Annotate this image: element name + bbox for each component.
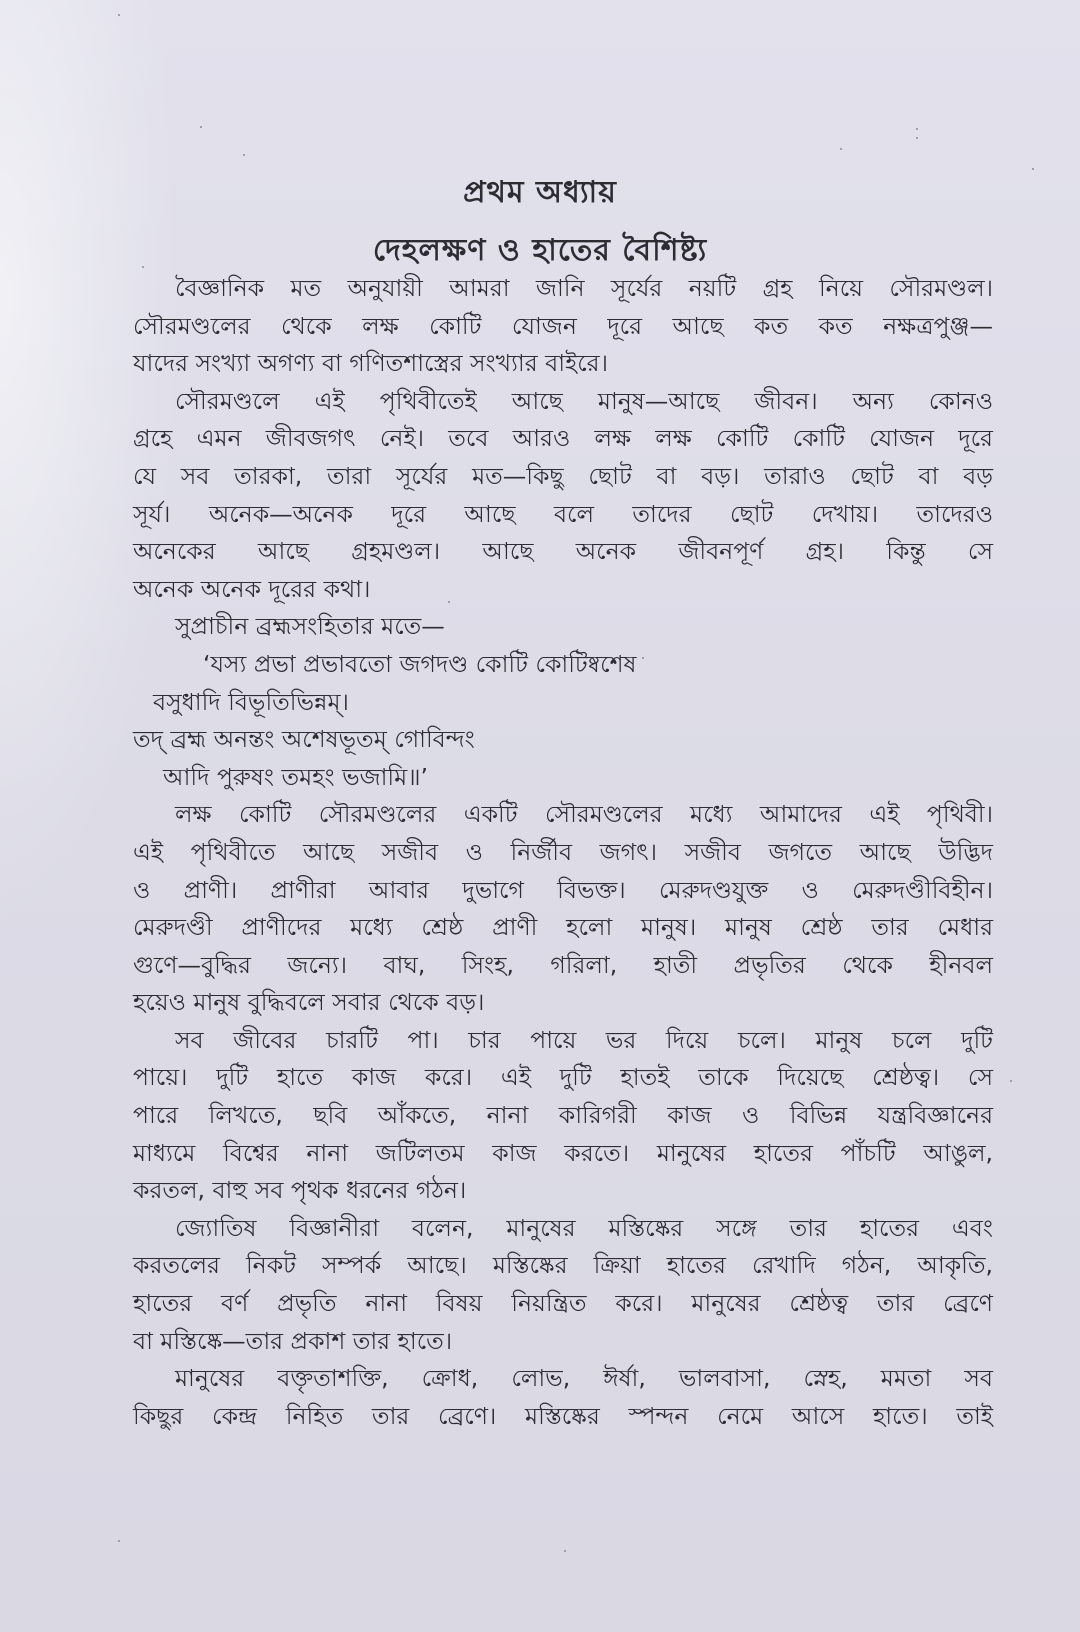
- paper-speck: [916, 137, 918, 139]
- text-line: সৌরমণ্ডলের থেকে লক্ষ কোটি যোজন দূরে আছে কত কত নক্ষত্রপুঞ্জ—: [133, 311, 993, 340]
- chapter-subtitle: দেহলক্ষণ ও হাতের বৈশিষ্ট্য: [372, 233, 708, 268]
- text-line: মানুষের বক্তৃতাশক্তি, ক্রোধ, লোভ, ঈর্ষা, ভালবাসা, স্নেহ, মমতা সব: [175, 1364, 993, 1393]
- paper-speck: [916, 128, 918, 130]
- paragraph: [133, 608, 993, 646]
- text-line: হয়েও মানুষ বুদ্ধিবলে সবার থেকে বড়।: [133, 988, 485, 1017]
- text-line: করতলের নিকট সম্পর্ক আছে। মস্তিষ্কের ক্রিয়া হাতের রেখাদি গঠন, আকৃতি,: [133, 1251, 993, 1280]
- paper-speck: [564, 1550, 566, 1552]
- paragraph: [133, 383, 993, 609]
- verse-line: বসুধাদি বিভূতিভিন্নম্।: [153, 687, 349, 716]
- text-line: জ্যোতিষ বিজ্ঞানীরা বলেন, মানুষের মস্তিষ্কের সঙ্গে তার হাতের এবং: [175, 1213, 993, 1242]
- verse-line: তদ্ ব্রহ্ম অনন্তং অশেষভূতম্ গোবিন্দং: [133, 725, 475, 754]
- text-line: যে সব তারকা, তারা সূর্যের মত—কিছু ছোট বা বড়। তারাও ছোট বা বড়: [133, 461, 993, 490]
- paper-speck: [1010, 1080, 1012, 1082]
- paragraph: [133, 1360, 993, 1435]
- text-line: পায়ে। দুটি হাতে কাজ করে। এই দুটি হাতই তাকে দিয়েছে শ্রেষ্ঠত্ব। সে: [133, 1063, 993, 1092]
- paper-speck: [243, 154, 245, 156]
- text-line: লক্ষ কোটি সৌরমণ্ডলের একটি সৌরমণ্ডলের মধ্যে আমাদের এই পৃথিবী।: [175, 800, 993, 829]
- text-line: অনেক অনেক দূরের কথা।: [133, 574, 371, 603]
- text-line: গুণে—বুদ্ধির জন্যে। বাঘ, সিংহ, গরিলা, হাতী প্রভৃতির থেকে হীনবল: [133, 950, 993, 979]
- paper-speck: [118, 1540, 120, 1542]
- text-line: পারে লিখতে, ছবি আঁকতে, নানা কারিগরী কাজ ও বিভিন্ন যন্ত্রবিজ্ঞানের: [133, 1101, 993, 1130]
- text-line: করতল, বাহু সব পৃথক ধরনের গঠন।: [133, 1176, 467, 1205]
- paper-speck: [118, 14, 120, 16]
- text-line: বা মস্তিষ্কে—তার প্রকাশ তার হাতে।: [133, 1326, 453, 1355]
- paragraph: [133, 796, 993, 1022]
- text-line: অনেকের আছে গ্রহমণ্ডল। আছে অনেক জীবনপূর্ণ গ্রহ। কিন্তু সে: [133, 537, 993, 566]
- text-line: এই পৃথিবীতে আছে সজীব ও নির্জীব জগৎ। সজীব জগতে আছে উদ্ভিদ: [133, 837, 993, 866]
- chapter-title: প্রথম অধ্যায়: [463, 175, 617, 210]
- text-line: ও প্রাণী। প্রাণীরা আবার দুভাগে বিভক্ত। মেরুদণ্ডযুক্ত ও মেরুদণ্ডীবিহীন।: [133, 875, 993, 904]
- verse-line: আদি পুরুষং তমহং ভজামি॥’: [163, 762, 428, 791]
- paragraph: [133, 1210, 993, 1360]
- paper-speck: [200, 126, 202, 128]
- text-line: যাদের সংখ্যা অগণ্য বা গণিতশাস্ত্রের সংখ্যার বাইরে।: [133, 349, 608, 378]
- text-line: বৈজ্ঞানিক মত অনুযায়ী আমরা জানি সূর্যের নয়টি গ্রহ নিয়ে সৌরমণ্ডল।: [175, 274, 993, 302]
- text-line: সুপ্রাচীন ব্রহ্মসংহিতার মতে—: [175, 612, 445, 641]
- paper-speck: [840, 148, 842, 150]
- verse-line: ‘যস্য প্রভা প্রভাবতো জগদণ্ড কোটি কোটিষ্বশেষ: [203, 649, 637, 678]
- text-line: মেরুদণ্ডী প্রাণীদের মধ্যে শ্রেষ্ঠ প্রাণী হলো মানুষ। মানুষ শ্রেষ্ঠ তার মেধার: [133, 913, 993, 942]
- body-text: [133, 270, 993, 1435]
- paragraph: [133, 270, 993, 383]
- text-line: সব জীবের চারটি পা। চার পায়ে ভর দিয়ে চলে। মানুষ চলে দুটি: [175, 1025, 993, 1054]
- text-line: হাতের বর্ণ প্রভৃতি নানা বিষয় নিয়ন্ত্রিত করে। মানুষের শ্রেষ্ঠত্ব তার ব্রেণে: [133, 1289, 993, 1318]
- sanskrit-verse: [133, 646, 993, 796]
- text-line: মাধ্যমে বিশ্বের নানা জটিলতম কাজ করতে। মানুষের হাতের পাঁচটি আঙুল,: [133, 1138, 993, 1167]
- text-line: সূর্য। অনেক—অনেক দূরে আছে বলে তাদের ছোট দেখায়। তাদেরও: [133, 499, 993, 528]
- paragraph: [133, 1022, 993, 1210]
- text-line: গ্রহে এমন জীবজগৎ নেই। তবে আরও লক্ষ লক্ষ কোটি কোটি যোজন দূরে: [133, 424, 993, 453]
- text-line: সৌরমণ্ডলে এই পৃথিবীতেই আছে মানুষ—আছে জীবন। অন্য কোনও: [175, 386, 993, 415]
- text-line: কিছুর কেন্দ্র নিহিত তার ব্রেণে। মস্তিষ্কের স্পন্দন নেমে আসে হাতে। তাই: [133, 1401, 993, 1430]
